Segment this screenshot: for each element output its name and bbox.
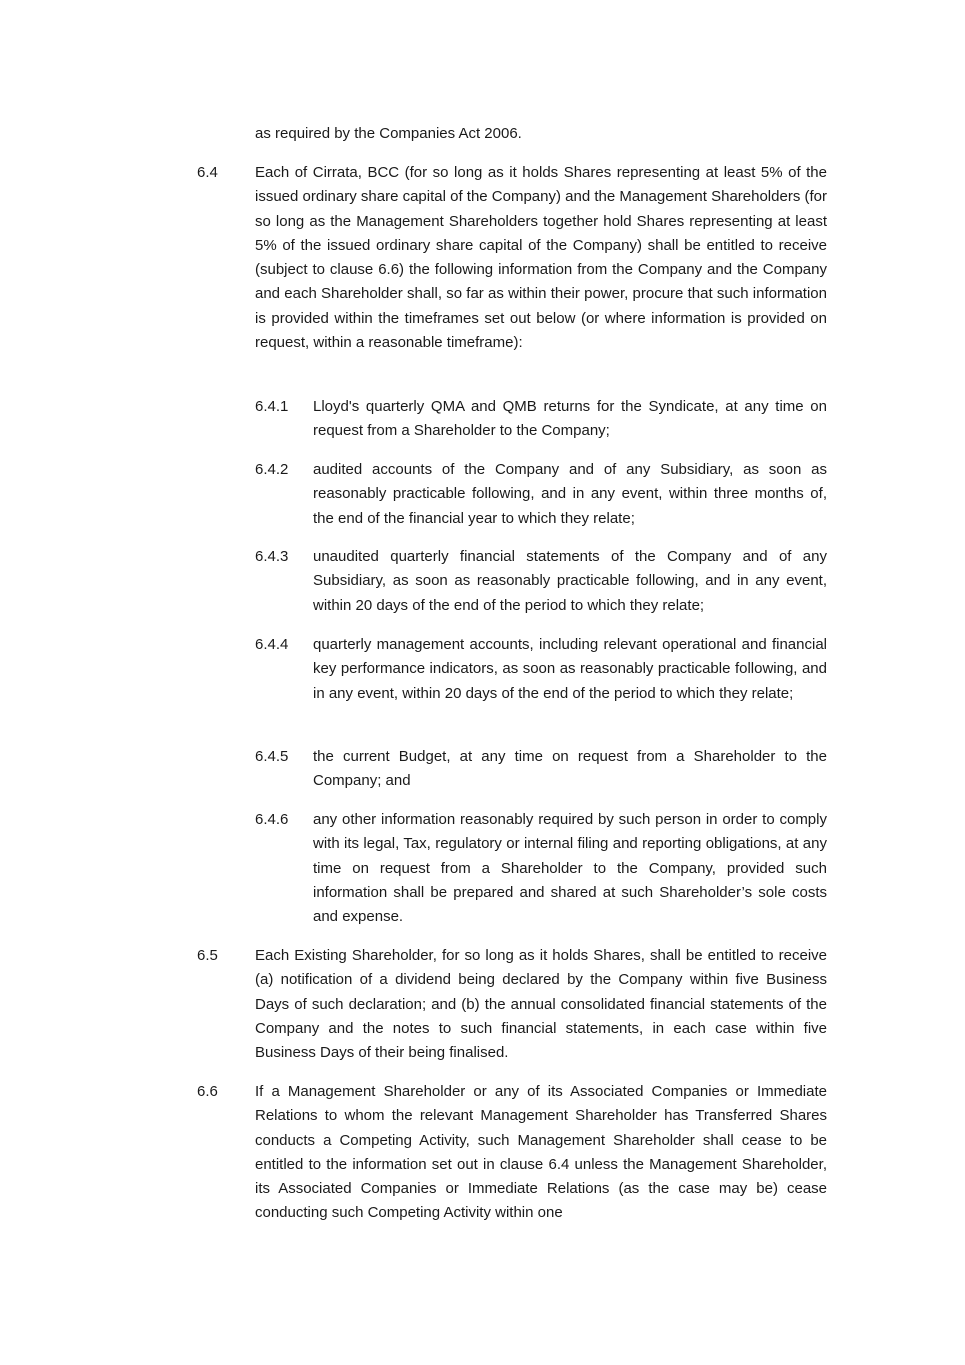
subclause-text-6-4-4: quarterly management accounts, including relevant operational and financial key performance indicators, as soon as reasonably practicable following, and in any event, within 20 days of the end of the period to which they relate; bbox=[313, 636, 827, 702]
subclause-number-6-4-6: 6.4.6 bbox=[255, 811, 289, 828]
subclause-number-6-4-1: 6.4.1 bbox=[255, 398, 289, 415]
clause-number-6-5: 6.5 bbox=[197, 947, 218, 964]
subclause-text-6-4-6: any other information reasonably required by such person in order to comply with its legal, Tax, regulatory or internal filing and reporting obligations, at any time on request from a Shareholder to the Company, provided such information shall be prepared and shared at such Shareholder’s sole costs and expense. bbox=[313, 811, 827, 926]
clause-number-6-6: 6.6 bbox=[197, 1083, 218, 1100]
continuation-text: as required by the Companies Act 2006. bbox=[255, 125, 522, 142]
subclause-number-6-4-4: 6.4.4 bbox=[255, 636, 289, 653]
subclause-number-6-4-2: 6.4.2 bbox=[255, 461, 289, 478]
subclause-number-6-4-5: 6.4.5 bbox=[255, 748, 289, 765]
subclause-text-6-4-3: unaudited quarterly financial statements of the Company and of any Subsidiary, as soon as reasonably practicable following, and in any event, within 20 days of the end of the period to which they relate; bbox=[313, 548, 827, 614]
clause-text-6-6: If a Management Shareholder or any of its Associated Companies or Immediate Relations to whom the relevant Management Shareholder has Transferred Shares conducts a Competing Activity, such Management Shareholder shall cease to be entitled to the information set out in clause 6.4 unless the Management Shareholder, its Associated Companies or Immediate Relations (as the case may be) cease conducting such Competing Activity within one bbox=[255, 1083, 827, 1222]
clause-text-6-4: Each of Cirrata, BCC (for so long as it holds Shares representing at least 5% of the issued ordinary share capital of the Company) and the Management Shareholders (for so long as the Management Shareholders together hold Shares representing at least 5% of the issued ordinary share capital of the Company) shall be entitled to receive (subject to clause 6.6) the following information from the Company and the Company and each Shareholder shall, so far as within their power, procure that such information is provided within the timeframes set out below (or where information is provided on request, within a reasonable timeframe): bbox=[255, 164, 827, 352]
subclause-text-6-4-1: Lloyd's quarterly QMA and QMB returns for the Syndicate, at any time on request from a Shareholder to the Company; bbox=[313, 398, 827, 440]
clause-number-6-4: 6.4 bbox=[197, 164, 218, 181]
subclause-text-6-4-5: the current Budget, at any time on request from a Shareholder to the Company; and bbox=[313, 748, 827, 790]
subclause-text-6-4-2: audited accounts of the Company and of any Subsidiary, as soon as reasonably practicable following, and in any event, within three months of, the end of the financial year to which they relate; bbox=[313, 461, 827, 527]
subclause-number-6-4-3: 6.4.3 bbox=[255, 548, 289, 565]
clause-text-6-5: Each Existing Shareholder, for so long as it holds Shares, shall be entitled to receive (a) notification of a dividend being declared by the Company within five Business Days of such declaration; and (b) the annual consolidated financial statements of the Company and the notes to such financial statements, in each case within five Business Days of their being finalised. bbox=[255, 947, 827, 1062]
